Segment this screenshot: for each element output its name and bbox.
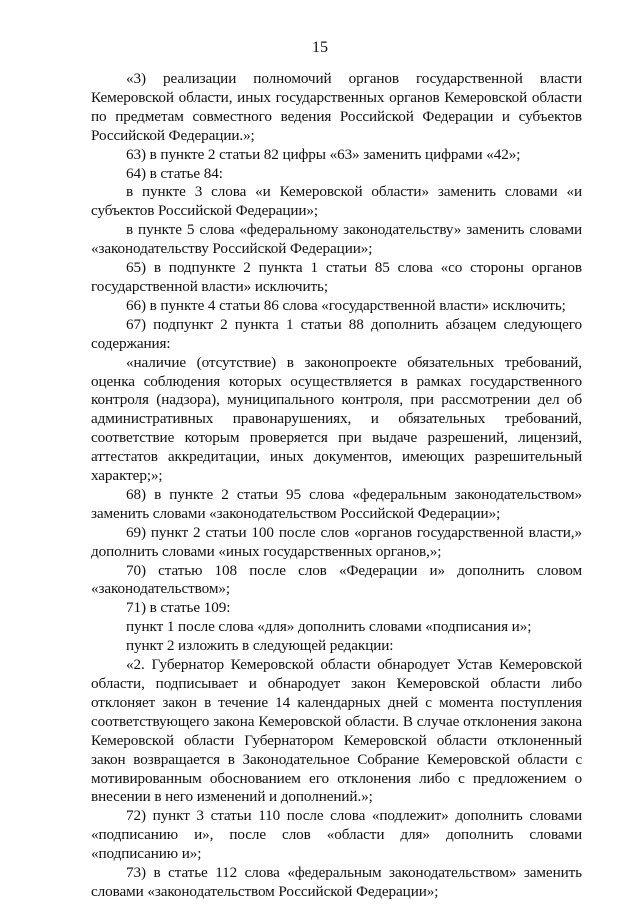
paragraph: 65) в подпункте 2 пункта 1 статьи 85 слова «со стороны органов государственной власти» исключить; (91, 259, 582, 295)
paragraph: 71) в статье 109: (126, 599, 231, 617)
paragraph: «3) реализации полномочий органов государственной власти Кемеровской области, иных государственных органов Кемеровской области по предметам совместного ведения Российской Федерации и субъектов Российской Федерации.»; (91, 70, 582, 144)
document-body (91, 70, 582, 902)
paragraph: «2. Губернатор Кемеровской области обнародует Устав Кемеровской области, подписывает и обнародует закон Кемеровской области либо отклоняет закон в течение 14 календарных дней с момента поступления соответствующего закона Кемеровской области. В случае отклонения закона Кемеровской области Губернатором Кемеровской области отклоненный закон возвращается в Законодательное Собрание Кемеровской области с мотивированным обоснованием его отклонения либо с предложением о внесении в него изменений и дополнений.»; (91, 656, 582, 806)
paragraph: 64) в статье 84: (126, 164, 223, 182)
paragraph: в пункте 5 слова «федеральному законодательству» заменить словами «законодательству Российской Федерации»; (91, 221, 582, 258)
paragraph: в пункте 3 слова «и Кемеровской области» заменить словами «и субъектов Российской Федерации»; (91, 183, 582, 220)
paragraph: 66) в пункте 4 статьи 86 слова «государственной власти» исключить; (126, 296, 566, 314)
paragraph: 69) пункт 2 статьи 100 после слов «органов государственной власти,» дополнить словами «иных государственных органов,»; (91, 523, 582, 560)
paragraph: пункт 1 после слова «для» дополнить словами «подписания и»; (126, 618, 532, 636)
paragraph: 72) пункт 3 статьи 110 после слова «подлежит» дополнить словами «подписанию и», после слов «области для» дополнить словами «подписанию и»; (91, 807, 582, 863)
paragraph: 70) статью 108 после слов «Федерации и» дополнить словом «законодательством»; (91, 561, 582, 598)
paragraph: пункт 2 изложить в следующей редакции: (126, 637, 394, 655)
paragraph: 67) подпункт 2 пункта 1 статьи 88 дополнить абзацем следующего содержания: (91, 315, 582, 352)
paragraph: 73) в статье 112 слова «федеральным законодательством» заменить словами «законодательством Российской Федерации»; (91, 864, 582, 900)
page-number: 15 (312, 39, 328, 56)
paragraph: «наличие (отсутствие) в законопроекте обязательных требований, оценка соблюдения которых осуществляется в рамках государственного контроля (надзора), муниципального контроля, при рассмотрении дел об административных правонарушениях, и обязательных требований, соответствие которым проверяется при выдаче разрешений, лицензий, аттестатов аккредитации, иных документов, имеющих разрешительный характер;»; (91, 353, 582, 485)
paragraph: 63) в пункте 2 статьи 82 цифры «63» заменить цифрами «42»; (126, 145, 521, 163)
paragraph: 68) в пункте 2 статьи 95 слова «федеральным законодательством» заменить словами «законодательством Российской Федерации»; (91, 485, 582, 522)
